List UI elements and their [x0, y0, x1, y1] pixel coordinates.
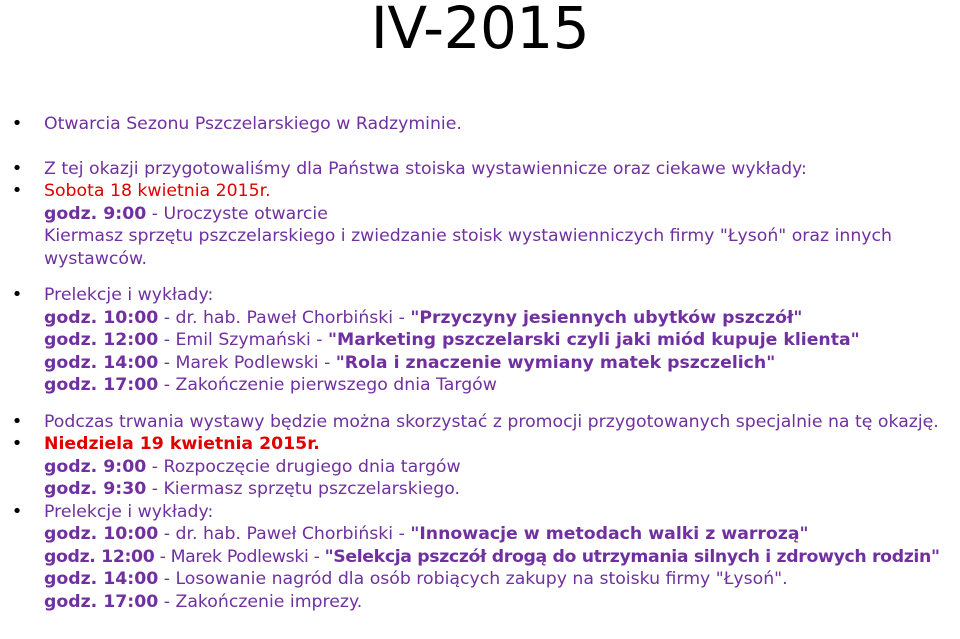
list-item: • Otwarcia Sezonu Pszczelarskiego w Radzyminie.	[11, 113, 462, 134]
schedule-line: godz. 9:00 - Rozpoczęcie drugiego dnia targów	[44, 456, 461, 477]
bullet-icon: •	[11, 433, 23, 454]
page-title: IV-2015	[370, 0, 590, 62]
lecture-line: godz. 12:00 - Emil Szymański - "Marketing pszczelarski czyli jaki miód kupuje klienta"	[44, 330, 860, 350]
bullet-icon: •	[11, 410, 23, 432]
event-program	[10, 113, 960, 613]
day-heading: • Sobota 18 kwietnia 2015r.	[11, 180, 271, 201]
lecture-line: godz. 10:00 - dr. hab. Paweł Chorbiński - "Przyczyny jesiennych ubytków pszczół"	[44, 307, 803, 328]
schedule-line: godz. 14:00 - Losowanie nagród dla osób robiących zakupy na stoisku firmy "Łysoń".	[44, 569, 788, 589]
bullet-icon: •	[11, 113, 23, 134]
day-heading: • Niedziela 19 kwietnia 2015r.	[11, 433, 320, 454]
bullet-icon: •	[11, 180, 23, 201]
bullet-icon: •	[11, 284, 23, 305]
lecture-line: godz. 14:00 - Marek Podlewski - "Rola i znaczenie wymiany matek pszczelich"	[44, 352, 776, 373]
list-item: • Prelekcje i wykłady:	[11, 284, 214, 305]
schedule-line: Kiermasz sprzętu pszczelarskiego i zwiedzanie stoisk wystawienniczych firmy "Łysoń" oraz innych wystawców.	[44, 226, 892, 269]
bullet-icon: •	[11, 157, 23, 179]
schedule-line: godz. 9:00 - Uroczyste otwarcie	[44, 203, 328, 224]
schedule-line: godz. 17:00 - Zakończenie pierwszego dnia Targów	[44, 375, 497, 395]
lecture-line: godz. 10:00 - dr. hab. Paweł Chorbiński - "Innowacje w metodach walki z warrozą"	[44, 524, 809, 544]
schedule-line: godz. 9:30 - Kiermasz sprzętu pszczelarskiego.	[44, 479, 460, 499]
list-item: • Prelekcje i wykłady:	[11, 500, 214, 522]
list-item: • Podczas trwania wystawy będzie można skorzystać z promocji przygotowanych specjalnie na tę okazję.	[11, 410, 939, 432]
schedule-line: godz. 17:00 - Zakończenie imprezy.	[44, 591, 363, 612]
bullet-icon: •	[11, 500, 23, 522]
lecture-line: godz. 12:00 - Marek Podlewski - "Selekcja pszczół drogą do utrzymania silnych i zdrowych rodzin"	[44, 546, 940, 567]
list-item: • Z tej okazji przygotowaliśmy dla Państwa stoiska wystawiennicze oraz ciekawe wykłady:	[11, 157, 807, 179]
